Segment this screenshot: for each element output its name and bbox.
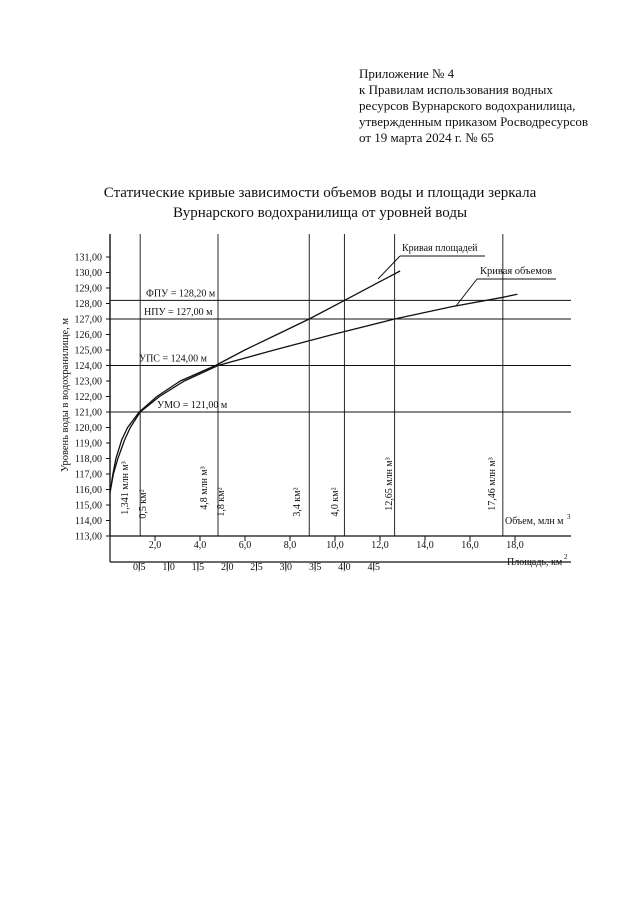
area-tick-label: 2,0 [220,562,234,573]
y-tick-label: 126,00 [74,330,102,341]
y-tick-label: 121,00 [74,407,102,419]
reference-label: 1,8 км² [216,487,227,517]
volume-tick-label: 10,0 [326,540,344,551]
area-tick-label: 2,5 [250,562,263,573]
reference-label: 4,0 км² [330,487,341,517]
title-line: Вурнарского водохранилища от уровней воды [172,205,468,221]
y-tick-label: 119,00 [74,438,102,450]
y-tick-label: 129,00 [74,283,102,295]
y-tick-label: 122,00 [74,392,102,403]
y-tick-label: 114,00 [74,516,102,527]
area-axis-label: Площадь, км [507,557,563,568]
volume-tick-label: 18,0 [506,540,524,551]
y-tick-label: 131,00 [74,252,102,264]
y-tick-label: 130,00 [74,268,102,279]
volume-tick-label: 6,0 [238,540,252,551]
volume-tick-label: 2,0 [148,540,162,551]
y-tick-label: 117,00 [74,469,102,481]
area-tick-label: 3,5 [308,562,322,573]
y-tick-label: 113,00 [74,531,102,543]
volume-tick-label: 8,0 [283,540,297,551]
area-axis-label-sup: 2 [564,553,568,561]
y-axis-label: Уровень воды в водохранилище, м [60,317,71,473]
appendix-line: утвержденным приказом Росводресурсов [359,114,588,129]
reference-label: 1,341 млн м³ [120,461,131,515]
reference-label: 17,46 млн м³ [487,457,498,511]
appendix-line: к Правилам использования водных [359,82,553,97]
volume-tick-label: 12,0 [371,540,389,551]
area-tick-label: 0,5 [133,562,146,573]
level-label: НПУ = 127,00 м [144,307,213,318]
volume-axis-label-sup: 3 [567,513,571,521]
level-label: ФПУ = 128,20 м [146,288,216,300]
reference-label: 4,8 млн м³ [199,466,210,510]
area-tick-label: 3,0 [279,562,293,573]
level-label: УПС = 124,00 м [139,353,207,365]
area-curve [110,271,400,493]
area-tick-label: 4,0 [338,562,351,573]
volume-tick-label: 14,0 [416,540,434,551]
volume-tick-label: 4,0 [193,540,207,551]
appendix-line: ресурсов Вурнарского водохранилища, [359,98,576,113]
volume-curve [110,294,517,492]
area-curve-leader [378,256,400,279]
volume-curve-label: Кривая объемов [480,266,553,277]
y-tick-label: 120,00 [74,423,102,434]
y-tick-label: 127,00 [74,314,102,326]
y-tick-label: 124,00 [74,361,102,372]
reference-label: 12,65 млн м³ [384,457,395,511]
y-tick-label: 128,00 [74,299,102,310]
appendix-line: Приложение № 4 [359,66,455,81]
y-tick-label: 125,00 [74,345,102,357]
volume-tick-label: 16,0 [461,540,479,551]
area-tick-label: 1,5 [191,562,205,573]
y-tick-label: 115,00 [74,500,102,512]
y-tick-label: 118,00 [74,454,102,465]
y-tick-label: 116,00 [74,485,102,496]
title-line: Статические кривые зависимости объемов воды и площади зеркала [103,185,537,201]
y-tick-label: 123,00 [74,376,102,388]
area-curve-label: Кривая площадей [402,243,478,254]
appendix-line: от 19 марта 2024 г. № 65 [359,130,494,145]
reference-label: 3,4 км² [292,487,303,517]
area-tick-label: 4,5 [367,562,380,573]
volume-axis-label: Объем, млн м [505,516,564,527]
area-tick-label: 1,0 [162,562,175,573]
level-label: УМО = 121,00 м [157,400,228,411]
reference-label: 0,5 км² [138,489,149,519]
